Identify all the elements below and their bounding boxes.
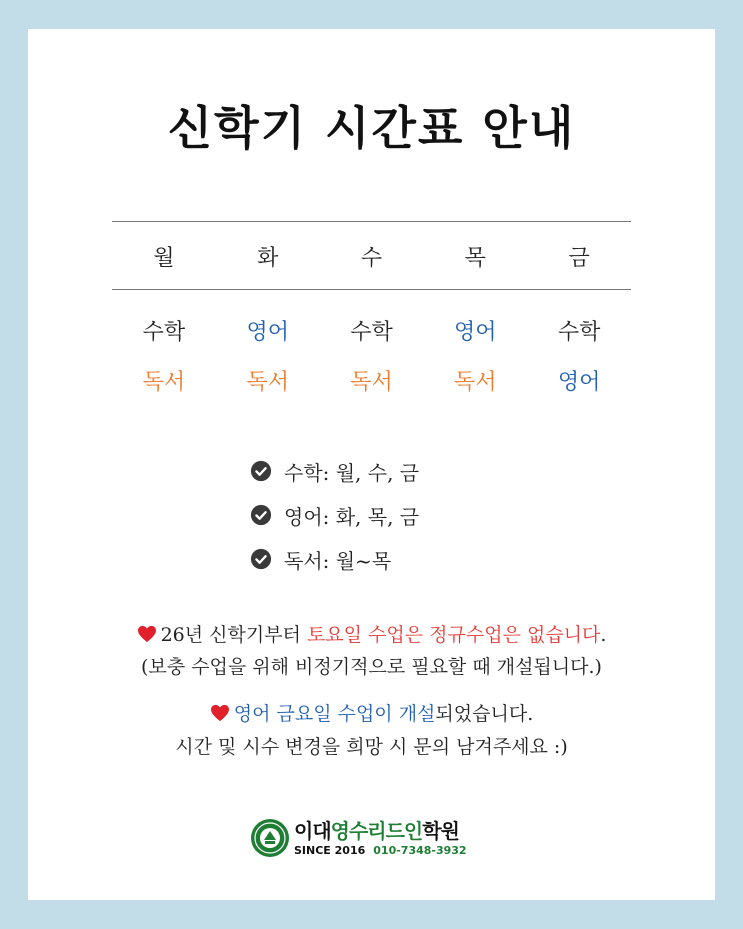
schedule-cell: 독서: [246, 370, 289, 395]
day-fri: 금: [568, 246, 590, 271]
notice-line-1: [0, 620, 743, 647]
schedule-cell: 독서: [350, 370, 393, 395]
subject-summary-text: 수학: 월, 수, 금: [284, 460, 420, 485]
subject-summary-item: [250, 493, 419, 537]
schedule-cell: 독서: [142, 370, 186, 395]
subject-summary-text: 영어: 화, 목, 금: [284, 504, 420, 529]
schedule-cell: 독서: [454, 370, 497, 395]
schedule-cell: 영어: [246, 320, 289, 345]
check-circle-icon: [250, 460, 272, 482]
schedule-row-1: [112, 315, 631, 346]
day-header-row: [112, 241, 631, 272]
day-thu: 목: [464, 246, 486, 271]
schedule-cell: 영어: [557, 370, 601, 395]
day-tue: 화: [257, 246, 279, 271]
check-circle-icon: [250, 504, 272, 526]
academy-seal-icon: [250, 818, 290, 858]
subject-summary-text: 독서: 월~목: [284, 548, 392, 573]
heart-icon: [137, 625, 157, 643]
notice-line-4: 시간 및 시수 변경을 희망 시 문의 남겨주세요 :): [175, 736, 568, 758]
subject-summary-list: [250, 449, 419, 581]
check-circle-icon: [250, 548, 272, 570]
schedule-cell: 수학: [350, 320, 393, 345]
notice-text: 26년 신학기부터: [160, 624, 307, 646]
notice-highlight: 영어 금요일 수업이 개설: [233, 703, 436, 725]
notice-line-3: [0, 699, 743, 726]
table-top-divider: [112, 221, 631, 222]
academy-logo: [250, 818, 467, 858]
notice-highlight: 토요일 수업은 정규수업은 없습니다: [306, 624, 601, 646]
notice-text: .: [600, 624, 607, 646]
notice-line-2: (보충 수업을 위해 비정기적으로 필요할 때 개설됩니다.): [141, 656, 602, 678]
subject-summary-item: [250, 537, 419, 581]
schedule-row-2: [112, 365, 631, 396]
academy-phone: 010-7348-3932: [373, 843, 467, 857]
subject-summary-item: [250, 449, 419, 493]
day-mon: 월: [153, 246, 175, 271]
schedule-cell: 영어: [454, 320, 497, 345]
academy-name: 이대영수리드인학원: [294, 818, 459, 843]
table-header-divider: [112, 289, 631, 290]
day-wed: 수: [360, 246, 383, 271]
notice-text: 되었습니다.: [435, 703, 534, 725]
schedule-cell: 수학: [142, 320, 186, 345]
heart-icon: [210, 704, 230, 722]
academy-info: [294, 844, 467, 857]
page-title: 신학기 시간표 안내: [167, 101, 576, 155]
academy-since: SINCE 2016: [294, 843, 366, 857]
schedule-cell: 수학: [557, 320, 601, 345]
